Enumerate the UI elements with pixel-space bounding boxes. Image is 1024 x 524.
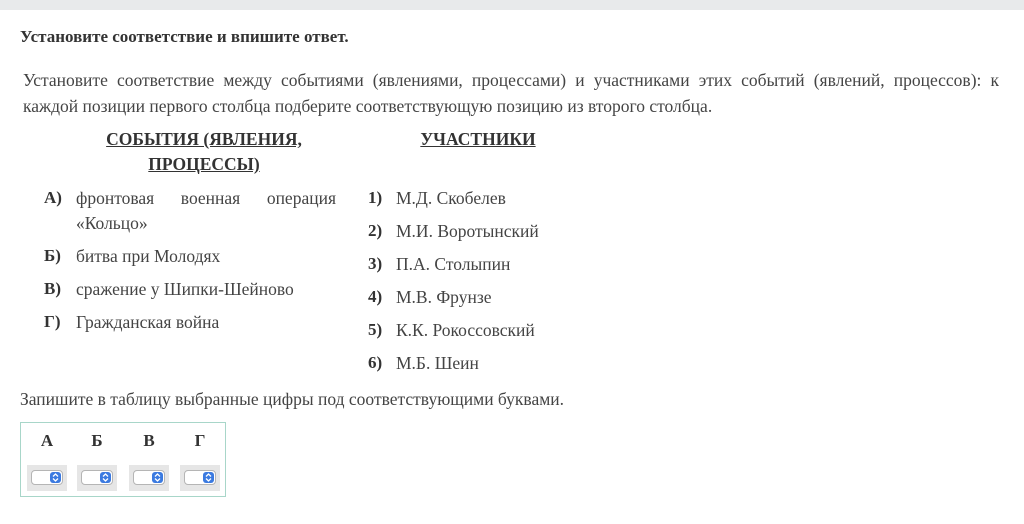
- participant-text: М.И. Воротынский: [396, 221, 539, 241]
- participants-column-header: УЧАСТНИКИ: [420, 129, 536, 149]
- participant-number: 3): [368, 254, 383, 273]
- select-arrows-icon: [50, 472, 61, 483]
- select-arrows-icon: [152, 472, 163, 483]
- answer-select-a[interactable]: [31, 470, 63, 485]
- answer-select-b[interactable]: [81, 470, 113, 485]
- events-column-header: СОБЫТИЯ (ЯВЛЕНИЯ, ПРОЦЕССЫ): [106, 129, 302, 174]
- answer-cell-g: [180, 465, 220, 491]
- participant-number: 6): [368, 353, 383, 372]
- answer-table: [20, 422, 226, 497]
- answer-select-g[interactable]: [184, 470, 216, 485]
- answer-header-a: А: [40, 431, 54, 450]
- event-letter: В): [44, 279, 61, 298]
- participant-text: П.А. Столыпин: [396, 254, 511, 274]
- answer-prompt: Запишите в таблицу выбранные цифры под соответствующими буквами.: [20, 389, 565, 409]
- answer-header-b: Б: [91, 431, 103, 450]
- event-letter: А): [44, 188, 62, 207]
- task-instruction: Установите соответствие между событиями (явлениями, процессами) и участниками этих событий (явлений, процессов): к каждой позиции первого столбца подберите соответствующую позицию из второго столбца.: [23, 70, 999, 116]
- top-bar: [0, 0, 1024, 10]
- participant-number: 5): [368, 320, 383, 339]
- event-text: фронтовая военная операция «Кольцо»: [76, 188, 336, 233]
- event-text: битва при Молодях: [76, 246, 221, 266]
- participant-text: М.Б. Шеин: [396, 353, 479, 373]
- event-text: сражение у Шипки-Шейново: [76, 279, 294, 299]
- participant-number: 2): [368, 221, 383, 240]
- answer-header-g: Г: [194, 431, 206, 450]
- select-arrows-icon: [100, 472, 111, 483]
- event-letter: Б): [44, 246, 61, 265]
- answer-cell-a: [27, 465, 67, 491]
- participant-number: 1): [368, 188, 383, 207]
- answer-header-v: В: [143, 431, 155, 450]
- event-text: Гражданская война: [76, 312, 220, 332]
- participant-text: К.К. Рокоссовский: [396, 320, 535, 340]
- event-letter: Г): [44, 312, 61, 331]
- answer-cell-v: [129, 465, 169, 491]
- participant-text: М.Д. Скобелев: [396, 188, 506, 208]
- answer-select-v[interactable]: [133, 470, 165, 485]
- participant-text: М.В. Фрунзе: [396, 287, 492, 307]
- participant-number: 4): [368, 287, 383, 306]
- task-heading: Установите соответствие и впишите ответ.: [20, 27, 349, 46]
- answer-cell-b: [77, 465, 117, 491]
- select-arrows-icon: [203, 472, 214, 483]
